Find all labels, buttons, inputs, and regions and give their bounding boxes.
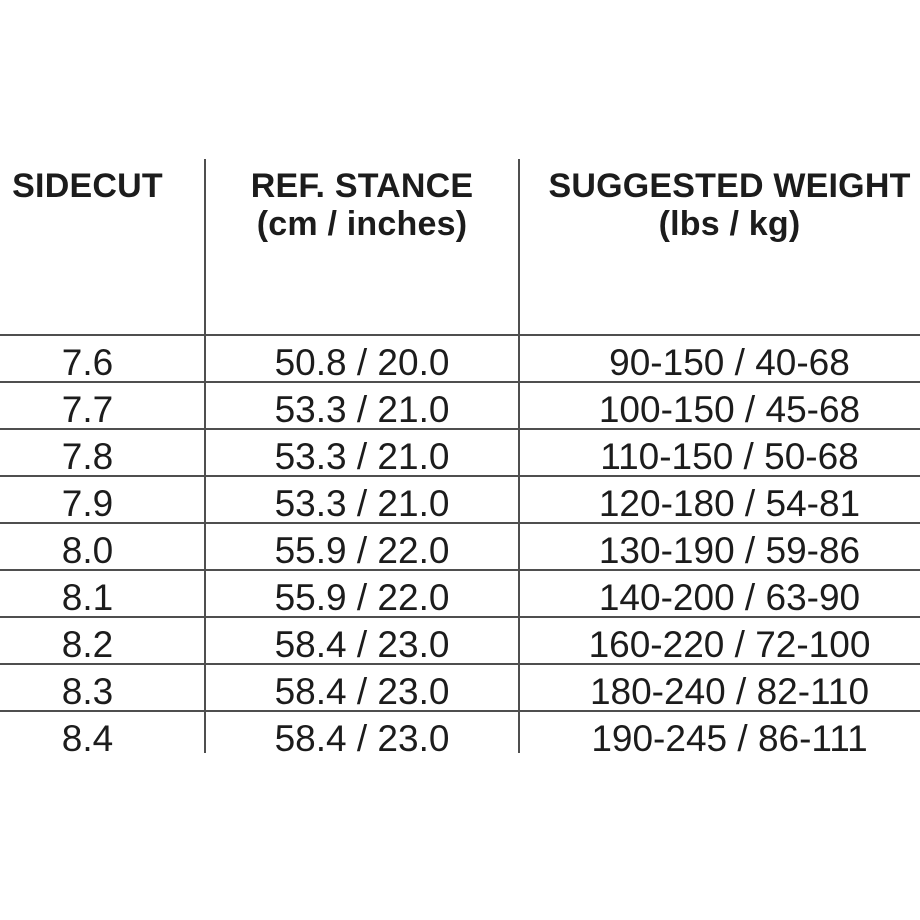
cell-ref-stance: 53.3 / 21.0	[274, 436, 450, 477]
cell-sidecut: 7.8	[61, 436, 114, 477]
cell-suggested-weight: 100-150 / 45-68	[598, 389, 861, 430]
table-row	[0, 475, 920, 522]
cell-suggested-weight: 90-150 / 40-68	[609, 342, 850, 383]
header-suggested-weight-units: (lbs / kg)	[658, 205, 801, 243]
cell-suggested-weight: 130-190 / 59-86	[598, 530, 861, 571]
cell-suggested-weight: 120-180 / 54-81	[598, 483, 861, 524]
cell-ref-stance: 58.4 / 23.0	[274, 624, 450, 665]
cell-ref-stance: 50.8 / 20.0	[274, 342, 450, 383]
header-sidecut-label: SIDECUT	[12, 167, 163, 205]
cell-sidecut: 7.9	[61, 483, 114, 524]
cell-ref-stance: 53.3 / 21.0	[274, 483, 450, 524]
cell-sidecut: 8.3	[61, 671, 114, 712]
table-row	[0, 710, 920, 757]
cell-sidecut: 7.6	[61, 342, 114, 383]
cell-ref-stance: 58.4 / 23.0	[274, 671, 450, 712]
table-body	[0, 334, 920, 757]
cell-suggested-weight: 140-200 / 63-90	[598, 577, 861, 618]
cell-suggested-weight: 160-220 / 72-100	[588, 624, 871, 665]
header-sidecut	[0, 167, 205, 243]
cell-suggested-weight: 110-150 / 50-68	[600, 436, 859, 477]
cell-suggested-weight: 180-240 / 82-110	[589, 671, 870, 712]
table-row	[0, 569, 920, 616]
table-row	[0, 522, 920, 569]
table-header-row	[0, 167, 920, 243]
table-row	[0, 428, 920, 475]
header-suggested-weight-label: SUGGESTED WEIGHT	[548, 167, 911, 205]
cell-ref-stance: 55.9 / 22.0	[274, 577, 450, 618]
cell-suggested-weight: 190-245 / 86-111	[591, 718, 868, 759]
table-row	[0, 663, 920, 710]
cell-sidecut: 7.7	[61, 389, 114, 430]
table-row	[0, 334, 920, 381]
table-row	[0, 381, 920, 428]
table-row	[0, 616, 920, 663]
cell-sidecut: 8.1	[61, 577, 114, 618]
cell-sidecut: 8.2	[61, 624, 114, 665]
cell-sidecut: 8.0	[61, 530, 114, 571]
header-ref-stance-label: REF. STANCE	[250, 167, 474, 205]
header-suggested-weight	[519, 167, 920, 243]
cell-ref-stance: 58.4 / 23.0	[274, 718, 450, 759]
header-ref-stance	[205, 167, 519, 243]
cell-ref-stance: 55.9 / 22.0	[274, 530, 450, 571]
cell-sidecut: 8.4	[61, 718, 114, 759]
header-ref-stance-units: (cm / inches)	[256, 205, 468, 243]
cell-ref-stance: 53.3 / 21.0	[274, 389, 450, 430]
